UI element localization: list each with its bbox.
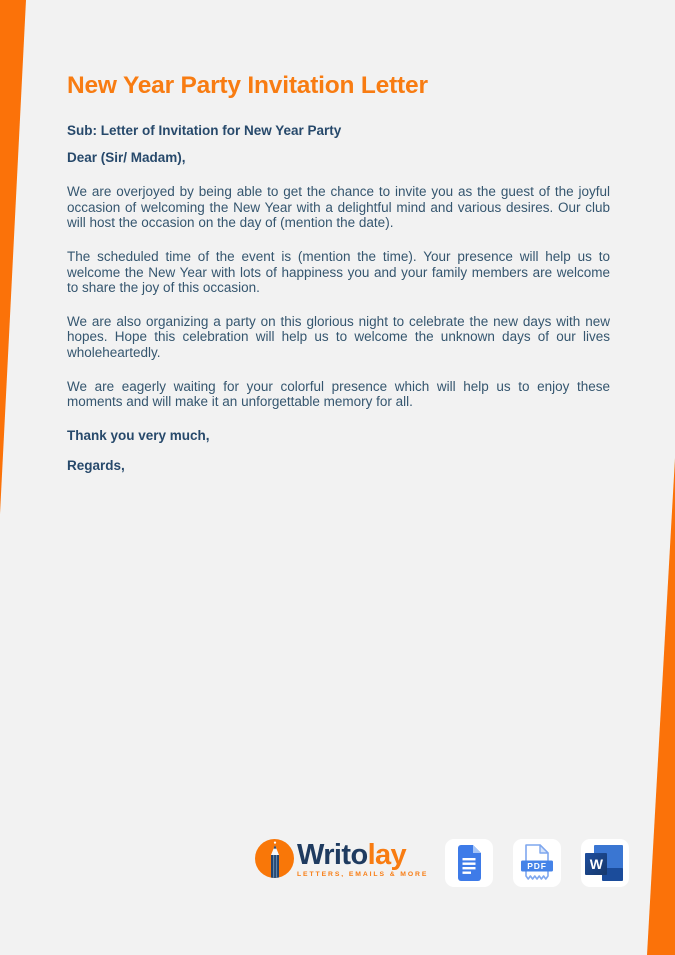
subject-line: Sub: Letter of Invitation for New Year Party: [67, 123, 342, 138]
writolay-logo[interactable]: [255, 839, 428, 878]
logo-tagline: LETTERS, EMAILS & MORE: [297, 870, 429, 878]
svg-text:PDF: PDF: [527, 860, 547, 871]
google-docs-icon: [455, 845, 483, 881]
download-buttons: [445, 839, 629, 887]
letter-paragraph-4: We are eagerly waiting for your colorful presence which will help us to enjoy these moments and will make it an unforgettable memory for all.: [67, 378, 610, 410]
letter-paragraph-1: We are overjoyed by being able to get the chance to invite you as the guest of the joyful occasion of welcoming the New Year with a delightful mind and various desires. Our club will host the occasion on the day of (mention the date).: [67, 184, 610, 231]
pdf-download-button[interactable]: [513, 839, 561, 887]
brand-name: Writolay: [297, 838, 407, 871]
logo-text: [297, 840, 428, 878]
letter-content: [67, 72, 610, 474]
pdf-icon: [520, 844, 554, 882]
page-title: New Year Party Invitation Letter: [67, 72, 428, 99]
pencil-logo-icon: [255, 839, 294, 878]
google-docs-download-button[interactable]: [445, 839, 493, 887]
footer: [255, 839, 629, 887]
left-orange-ribbon: [0, 0, 26, 514]
closing-line: Thank you very much,: [67, 427, 210, 443]
right-orange-ribbon: [647, 458, 675, 955]
signoff-line: Regards,: [67, 458, 125, 474]
letter-paragraph-2: The scheduled time of the event is (mention the time). Your presence will help us to welcome the New Year with lots of happiness you and your family members are welcome to share the joy of this occasion.: [67, 248, 610, 296]
word-download-button[interactable]: [581, 839, 629, 887]
letter-paragraph-3: We are also organizing a party on this glorious night to celebrate the new days with new hopes. Hope this celebration will help us to welcome the unknown days of our lives wholeheartedly.: [67, 313, 610, 360]
salutation-line: Dear (Sir/ Madam),: [67, 149, 186, 165]
word-icon: W: [585, 845, 625, 882]
